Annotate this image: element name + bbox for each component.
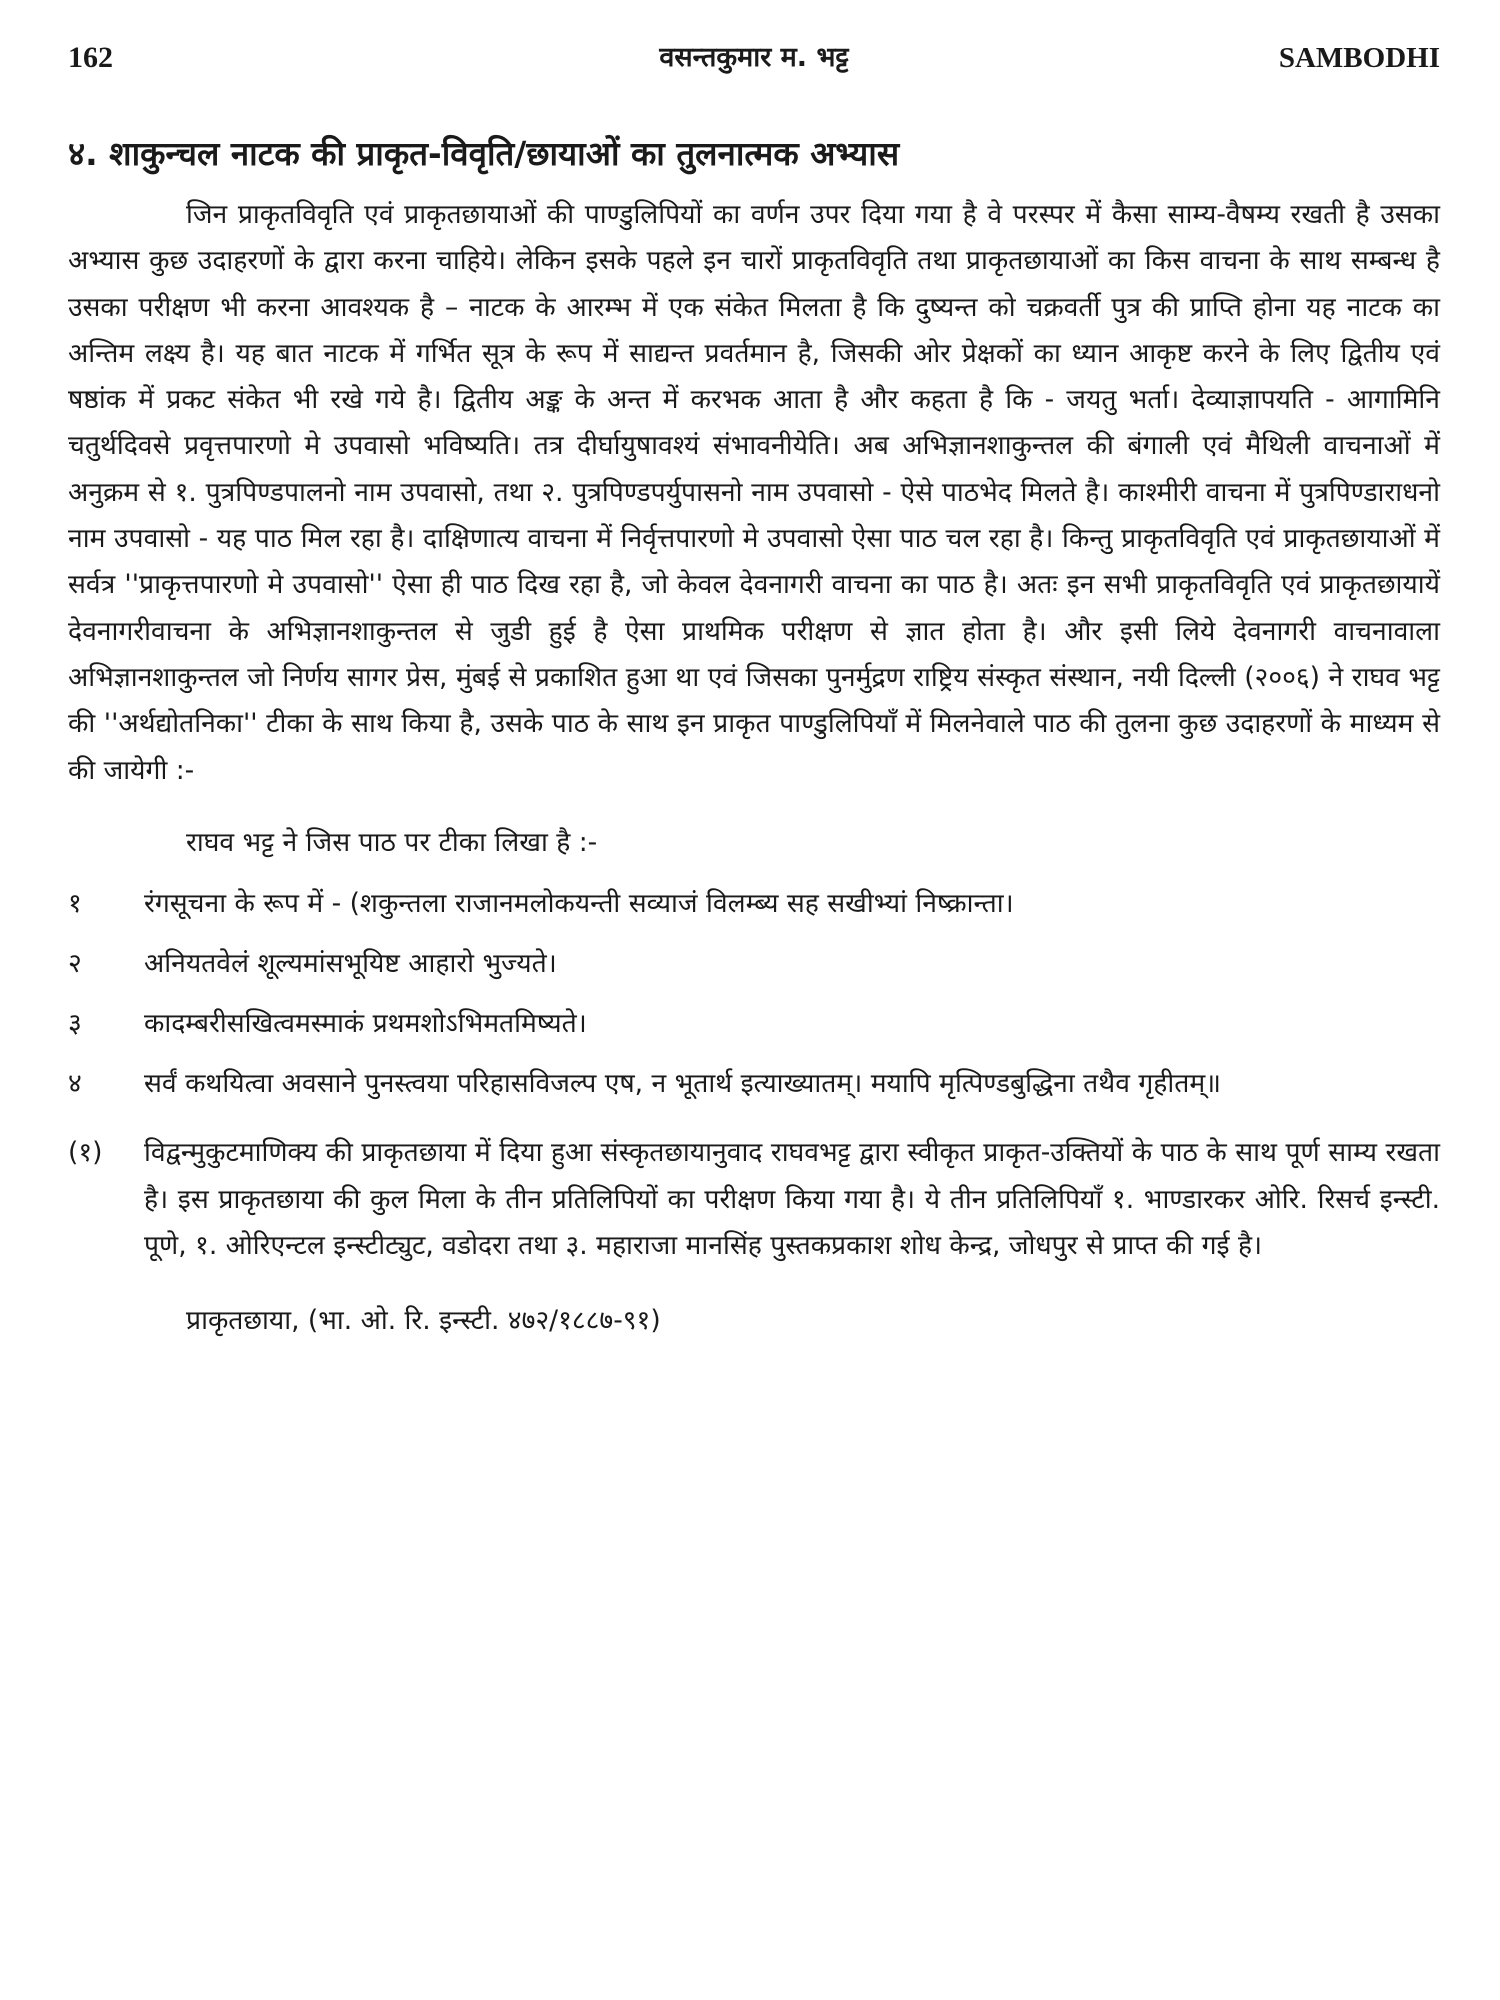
quote-text: सर्वं कथयित्वा अवसाने पुनस्त्वया परिहासविजल्प एष, न भूतार्थ इत्याख्यातम्। मयापि मृत्पिण्डबुद्धिना तथैव गृहीतम्॥ bbox=[144, 1068, 1222, 1100]
body-paragraph: जिन प्राकृतविवृति एवं प्राकृतछायाओं की पाण्डुलिपियों का वर्णन उपर दिया गया है वे परस्पर में कैसा साम्य-वैषम्य रखती है उसका अभ्यास कुछ उदाहरणों के द्वारा करना चाहिये। लेकिन इसके पहले इन चारों प्राकृतविवृति तथा प्राकृतछायाओं का किस वाचना के साथ सम्बन्ध है उसका परीक्षण भी करना आवश्यक है – नाटक के आरम्भ में एक संकेत मिलता है कि दुष्यन्त को चक्रवर्ती पुत्र की प्राप्ति होना यह नाटक का अन्तिम लक्ष्य है। यह बात नाटक में गर्भित सूत्र के रूप में साद्यन्त प्रवर्तमान है, जिसकी ओर प्रेक्षकों का ध्यान आकृष्ट करने के लिए द्वितीय एवं षष्ठांक में प्रकट संकेत भी रखे गये है। द्वितीय अङ्क के अन्त में करभक आता है और कहता है कि - जयतु भर्ता। देव्याज्ञापयति - आगामिनि चतुर्थदिवसे प्रवृत्तपारणो मे उपवासो भविष्यति। तत्र दीर्घायुषावश्यं संभावनीयेति। अब अभिज्ञानशाकुन्तल की बंगाली एवं मैथिली वाचनाओं में अनुक्रम से १. पुत्रपिण्डपालनो नाम उपवासो, तथा २. पुत्रपिण्डपर्युपासनो नाम उपवासो - ऐसे पाठभेद मिलते है। काश्मीरी वाचना में पुत्रपिण्डाराधनो नाम उपवासो - यह पाठ मिल रहा है। दाक्षिणात्य वाचना में निर्वृत्तपारणो मे उपवासो ऐसा पाठ चल रहा है। किन्तु प्राकृतविवृति एवं प्राकृतछायाओं में सर्वत्र ''प्राकृत्तपारणो मे उपवासो'' ऐसा ही पाठ दिख रहा है, जो केवल देवनागरी वाचना का पाठ है। अतः इन सभी प्राकृतविवृति एवं प्राकृतछायायें देवनागरीवाचना के अभिज्ञानशाकुन्तल से जुडी हुई है ऐसा प्राथमिक परीक्षण से ज्ञात होता है। और इसी लिये देवनागरी वाचनावाला अभिज्ञानशाकुन्तल जो निर्णय सागर प्रेस, मुंबई से प्रकाशित हुआ था एवं जिसका पुनर्मुद्रण राष्ट्रिय संस्कृत संस्थान, नयी दिल्ली (२००६) ने राघव भट्ट की ''अर्थद्योतनिका'' टीका के साथ किया है, उसके पाठ के साथ इन प्राकृत पाण्डुलिपियाँ में मिलनेवाले पाठ की तुलना कुछ उदाहरणों के माध्यम से की जायेगी :- bbox=[68, 199, 1440, 786]
quote-text: कादम्बरीसखित्वमस्माकं प्रथमशोऽभिमतमिष्यते। bbox=[144, 1008, 587, 1040]
quote-number: १ bbox=[68, 888, 82, 920]
quote-item bbox=[68, 1060, 1440, 1108]
quote-number: ३ bbox=[68, 1008, 82, 1040]
quote-list bbox=[68, 880, 1440, 1108]
section-heading: ४. शाकुन्चल नाटक की प्राकृत-विवृति/छायाओं का तुलनात्मक अभ्यास bbox=[68, 134, 900, 173]
note-number: (१) bbox=[68, 1137, 103, 1169]
quote-text: रंगसूचना के रूप में - (शकुन्तला राजानमलोकयन्ती सव्याजं विलम्ब्य सह सखीभ्यां निष्क्रान्ता। bbox=[144, 888, 1014, 920]
quote-number: ४ bbox=[68, 1068, 82, 1100]
quote-text: अनियतवेलं शूल्यमांसभूयिष्ट आहारो भुज्यते। bbox=[144, 948, 557, 980]
quote-item bbox=[68, 940, 1440, 988]
page-number: 162 bbox=[68, 41, 113, 74]
closing-line: प्राकृतछाया, (भा. ओ. रि. इन्स्टी. ४७२/१८८७-९१) bbox=[186, 1304, 661, 1336]
running-head-author: वसन्तकुमार म. भट्ट bbox=[659, 42, 849, 73]
quote-item bbox=[68, 880, 1440, 928]
note-text: विद्वन्मुकुटमाणिक्य की प्राकृतछाया में दिया हुआ संस्कृतछायानुवाद राघवभट्ट द्वारा स्वीकृत प्राकृत-उक्तियों के पाठ के साथ पूर्ण साम्य रखता है। इस प्राकृतछाया की कुल मिला के तीन प्रतिलिपियों का परीक्षण किया गया है। ये तीन प्रतिलिपियाँ १. भाण्डारकर ओरि. रिसर्च इन्स्टी. पूणे, १. ओरिएन्टल इन्स्टीट्युट, वडोदरा तथा ३. महाराजा मानसिंह पुस्तकप्रकाश शोध केन्द्र, जोधपुर से प्राप्त की गई है। bbox=[144, 1137, 1440, 1262]
quote-number: २ bbox=[68, 948, 82, 980]
note-block bbox=[68, 1130, 1440, 1270]
quote-item bbox=[68, 1000, 1440, 1048]
running-header bbox=[68, 38, 1440, 78]
journal-name: SAMBODHI bbox=[1278, 42, 1440, 74]
quote-intro: राघव भट्ट ने जिस पाठ पर टीका लिखा है :- bbox=[186, 827, 598, 859]
